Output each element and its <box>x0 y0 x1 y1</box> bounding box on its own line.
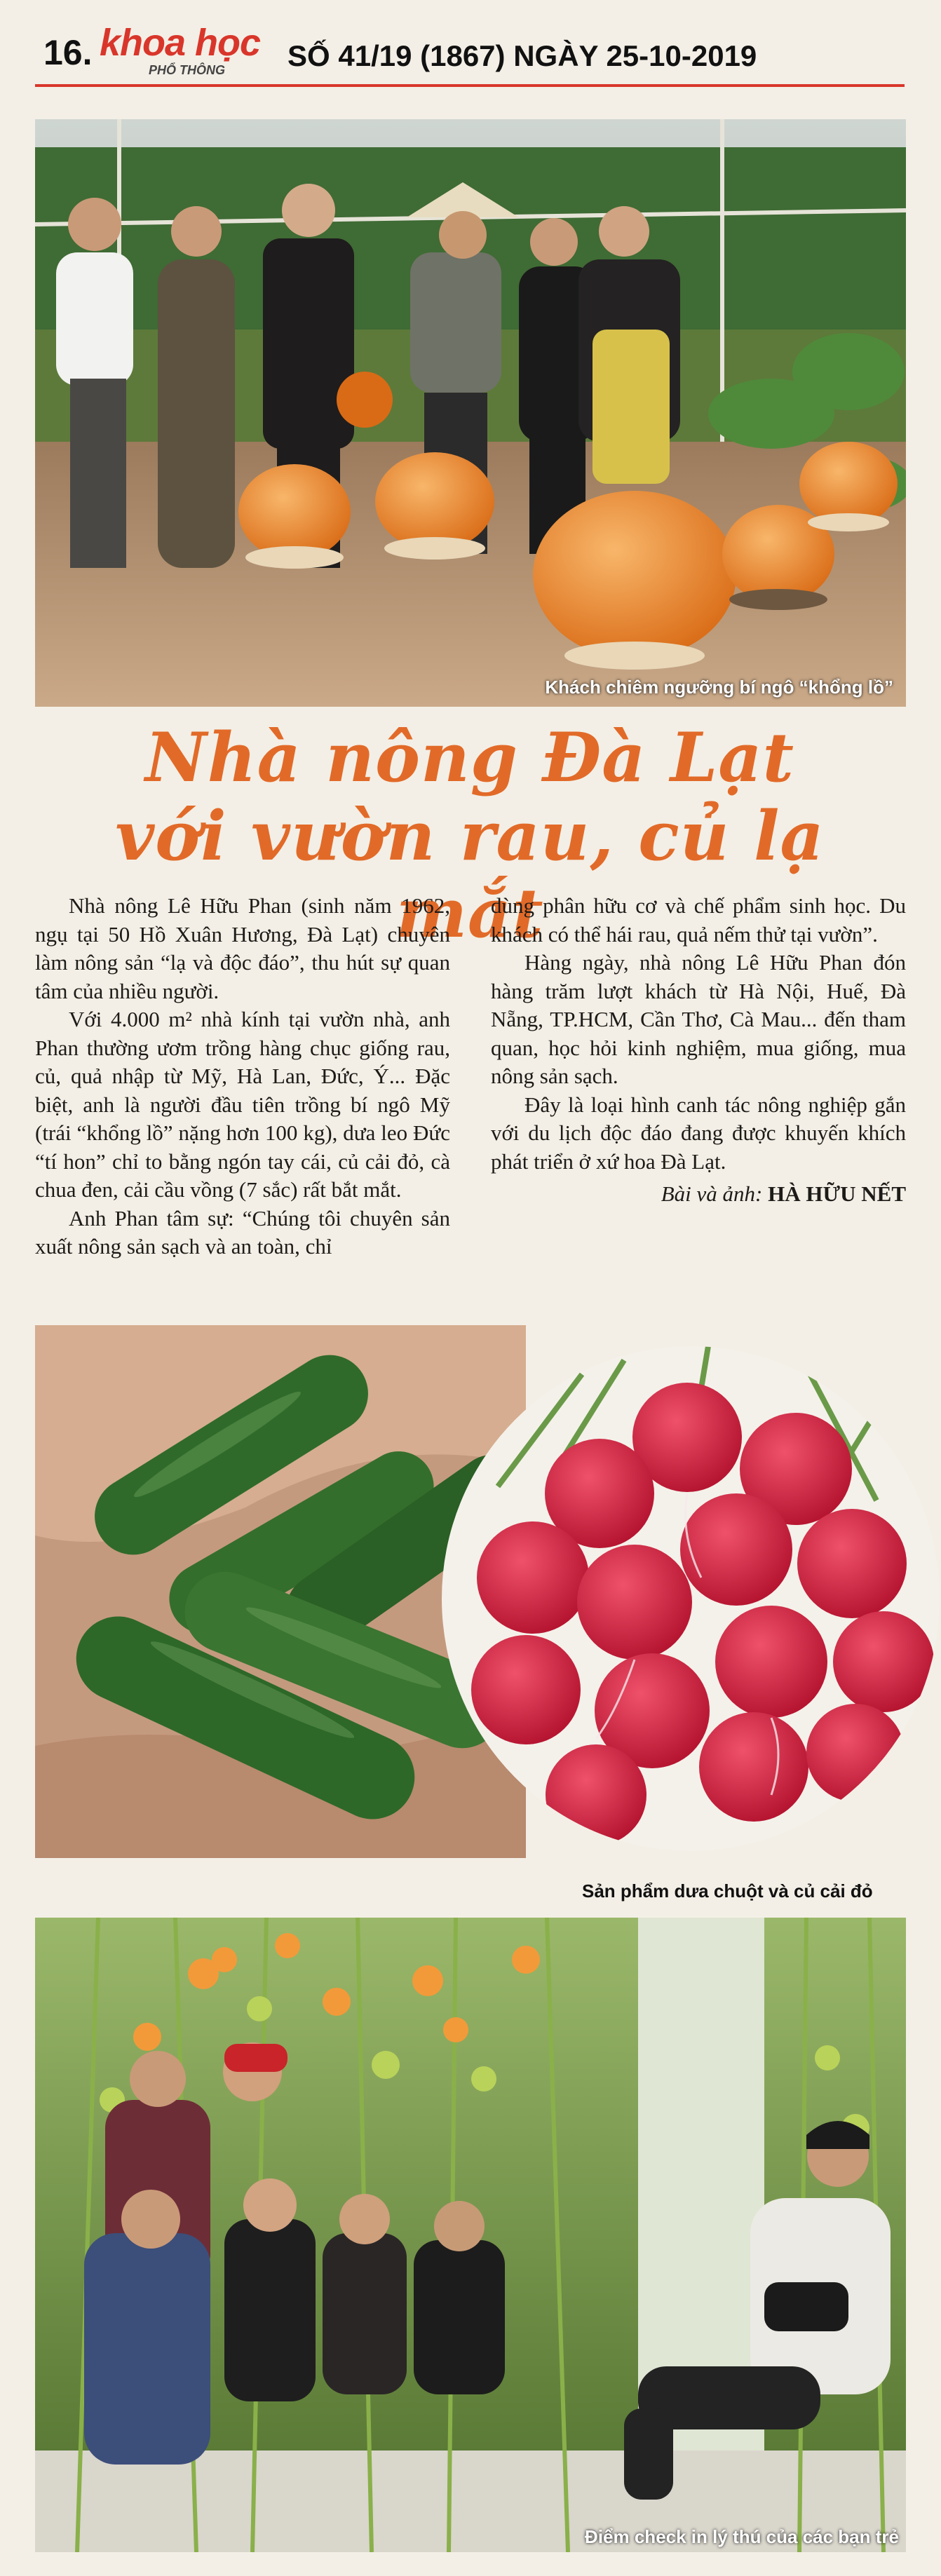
pumpkin-photo <box>35 119 906 707</box>
article-column-2 <box>491 892 906 1209</box>
magazine-logo-subtitle: PHỔ THÔNG <box>149 63 226 77</box>
article-paragraph: Đây là loại hình canh tác nông nghiệp gắn với du lịch độc đáo đang được khuyến khích phát triển ở xứ hoa Đà Lạt. <box>491 1092 906 1174</box>
article-paragraph: Với 4.000 m² nhà kính tại vườn nhà, anh Phan thường ươm trồng hàng chục giống rau, củ, quả nhập từ Mỹ, Hà Lan, Đức, Ý... Đặc biệt, anh là người đầu tiên trồng bí ngô Mỹ (trái “khổng lồ” nặng hơn 100 kg), dưa leo Đức “tí hon” chỉ to bằng ngón tay cái, củ cải đỏ, cà chua đen, cải cầu vồng (7 sắc) rất bắt mắt. <box>35 1007 450 1202</box>
pumpkin-photo-caption: Khách chiêm ngưỡng bí ngô “khổng lồ” <box>545 677 893 698</box>
byline <box>491 1180 906 1209</box>
pumpkin-photo-image <box>35 119 906 707</box>
article-paragraph: Nhà nông Lê Hữu Phan (sinh năm 1962, ngụ tại 50 Hồ Xuân Hương, Đà Lạt) chuyên làm nông sản “lạ và độc đáo”, thu hút sự quan tâm của nhiều người. <box>35 893 450 1003</box>
magazine-logo: khoa học <box>100 22 261 64</box>
radish-photo-image <box>442 1346 940 1851</box>
issue-line: SỐ 41/19 (1867) NGÀY 25-10-2019 <box>287 39 757 72</box>
radish-photo <box>442 1346 940 1851</box>
products-photo-caption: Sản phẩm dưa chuột và củ cải đỏ <box>582 1880 873 1902</box>
headline-line-2: với vườn rau, củ lạ mắt <box>115 796 825 953</box>
byline-label: Bài và ảnh: <box>661 1181 763 1206</box>
page-number: 16. <box>43 33 93 72</box>
article-paragraph: Hàng ngày, nhà nông Lê Hữu Phan đón hàng trăm lượt khách từ Hà Nội, Huế, Đà Nẵng, TP.HCM, Cần Thơ, Cà Mau... đến tham quan, học hỏi kinh nghiệm, mua giống, mua nông sản sạch. <box>491 950 906 1088</box>
page-header <box>35 20 905 80</box>
byline-name: HÀ HỮU NẾT <box>768 1181 906 1206</box>
article-paragraph: dùng phân hữu cơ và chế phẩm sinh học. Du khách có thể hái rau, quả nếm thử tại vườn”. <box>491 893 906 947</box>
article-column-1 <box>35 892 450 1261</box>
article-paragraph: Anh Phan tâm sự: “Chúng tôi chuyên sản xuất nông sản sạch và an toàn, chỉ <box>35 1205 450 1259</box>
greenhouse-photo <box>35 1918 906 2552</box>
headline-line-1: Nhà nông Đà Lạt <box>145 718 794 797</box>
header-rule <box>35 84 905 87</box>
greenhouse-photo-caption: Điểm check in lý thú của các bạn trẻ <box>585 2526 899 2547</box>
greenhouse-photo-image <box>35 1918 906 2552</box>
